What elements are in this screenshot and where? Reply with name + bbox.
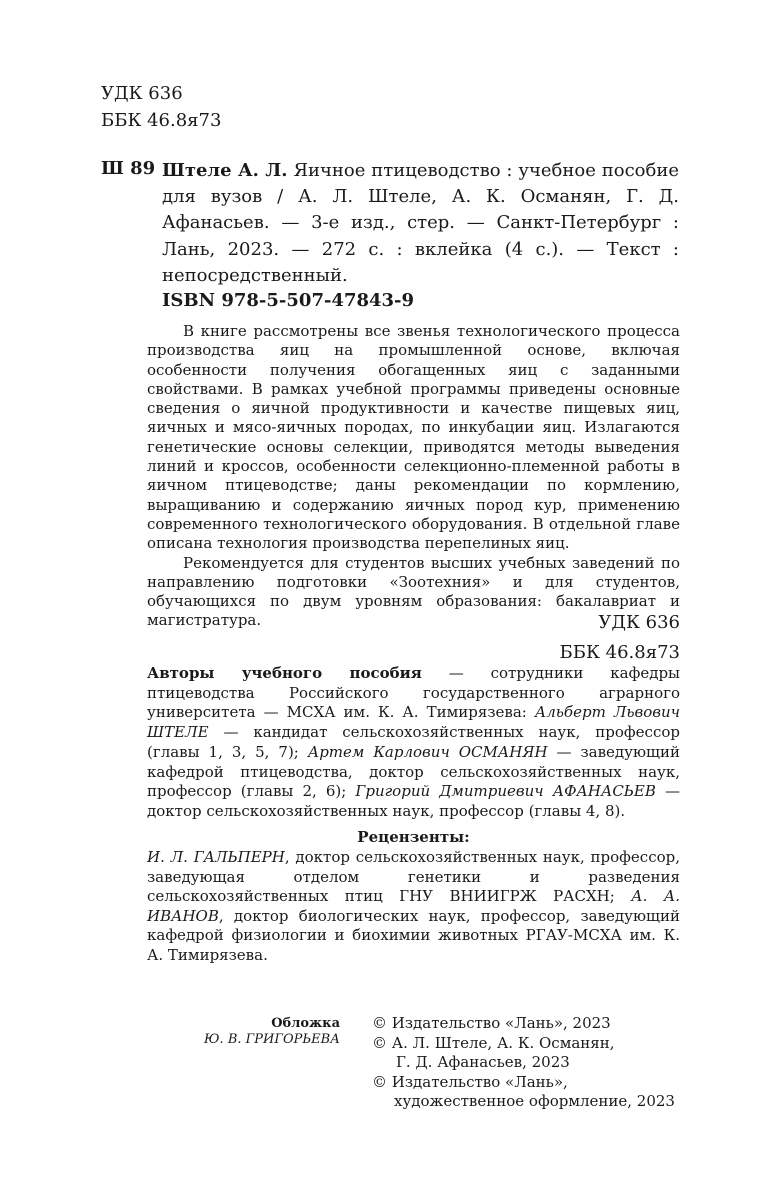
- abstract: [147, 322, 680, 631]
- copyright-block: [372, 1014, 675, 1112]
- authors-text: — сотрудники кафедры птицеводства Российского государственного аграрного университета — МСХА им. К. А. Тимирязева:: [147, 664, 680, 722]
- author-name: Артем Карлович ОСМАНЯН: [307, 742, 548, 761]
- authors-text: — заведующий кафедрой птицеводства, доктор сельскохозяйственных наук, профессор (главы 2, 6);: [147, 742, 680, 801]
- reviewer-name: И. Л. ГАЛЬПЕРН: [147, 848, 285, 866]
- abstract-recommendation: Рекомендуется для студентов высших учебных заведений по направлению подготовки «Зоотехния» и для студентов, обучающихся по двум уровням образования: бакалавриат и магистратура.: [147, 553, 680, 630]
- reviewers-title: Рецензенты:: [357, 828, 470, 846]
- cover-credit: [190, 1016, 340, 1048]
- bibliographic-description: [162, 158, 679, 289]
- author-name: Григорий Дмитриевич АФАНАСЬЕВ: [355, 782, 656, 801]
- biblio-body: Яичное птицеводство : учебное пособие для вузов / А. Л. Штеле, А. К. Османян, Г. Д. Афанасьев. — 3-е изд., стер. — Санкт-Петербург : Лань, 2023. — 272 с. : вклейка (4 с.). — Текст : непосредственный.: [162, 160, 680, 286]
- udk-bbk-header: [101, 80, 221, 134]
- abstract-paragraph: В книге рассмотрены все звенья технологического процесса производства яиц на промышленной основе, включая особенности получения обогащенных яиц с заданными свойствами. В рамках учебной программы приведены основные сведения о яичной продуктивности и качестве пищевых яиц, яичных и мясо-яичных породах, по инкубации яиц. Излагаются генетические основы селекции, приводятся методы выведения линий и кроссов, особенности селекционно-племенной работы в яичном птицеводстве; даны рекомендации по кормлению, выращиванию и содержанию яичных пород кур, применению современного технологического оборудования. В отдельной главе описана технология производства перепелиных яиц.: [147, 322, 680, 553]
- authors-text: — доктор сельскохозяйственных наук, профессор (главы 4, 8).: [147, 782, 680, 820]
- author-name: Альберт Львович ШТЕЛЕ: [147, 703, 680, 742]
- reviewer-name: А. А. ИВАНОВ: [147, 887, 680, 925]
- udk-code-right: УДК 636: [598, 612, 680, 633]
- authors-label: Авторы учебного пособия: [147, 664, 422, 682]
- author-heading: Штеле А. Л.: [162, 160, 288, 181]
- authors-text: — кандидат сельскохозяйственных наук, профессор (главы 1, 3, 5, 7);: [147, 723, 680, 761]
- authors-info: [147, 664, 680, 822]
- udk-bbk-footer: [560, 608, 680, 668]
- cover-designer: Ю. В. ГРИГОРЬЕВА: [204, 1032, 340, 1047]
- reviewer-text: , доктор сельскохозяйственных наук, профессор, заведующая отделом генетики и разведения сельскохозяйственных птиц ГНУ ВНИИГРЖ РАСХН;: [147, 848, 680, 906]
- udk-code: УДК 636: [101, 83, 183, 104]
- isbn: ISBN 978-5-507-47843-9: [162, 290, 415, 311]
- copyright-line: © Издательство «Лань»,: [372, 1072, 568, 1091]
- bbk-code: ББК 46.8я73: [101, 110, 222, 131]
- copyright-line: художественное оформление, 2023: [394, 1092, 675, 1111]
- copyright-line: © А. Л. Штеле, А. К. Османян,: [372, 1033, 615, 1052]
- cover-label: Обложка: [271, 1016, 340, 1031]
- reviewer-text: , доктор биологических наук, профессор, заведующий кафедрой физиологии и биохимии животных РГАУ-МСХА им. К. А. Тимирязева.: [147, 906, 680, 964]
- author-mark: Ш 89: [101, 158, 156, 179]
- copyright-line: Г. Д. Афанасьев, 2023: [396, 1053, 570, 1072]
- bbk-code-right: ББК 46.8я73: [559, 642, 680, 663]
- reviewers-info: [147, 848, 680, 966]
- copyright-line: © Издательство «Лань», 2023: [372, 1014, 611, 1032]
